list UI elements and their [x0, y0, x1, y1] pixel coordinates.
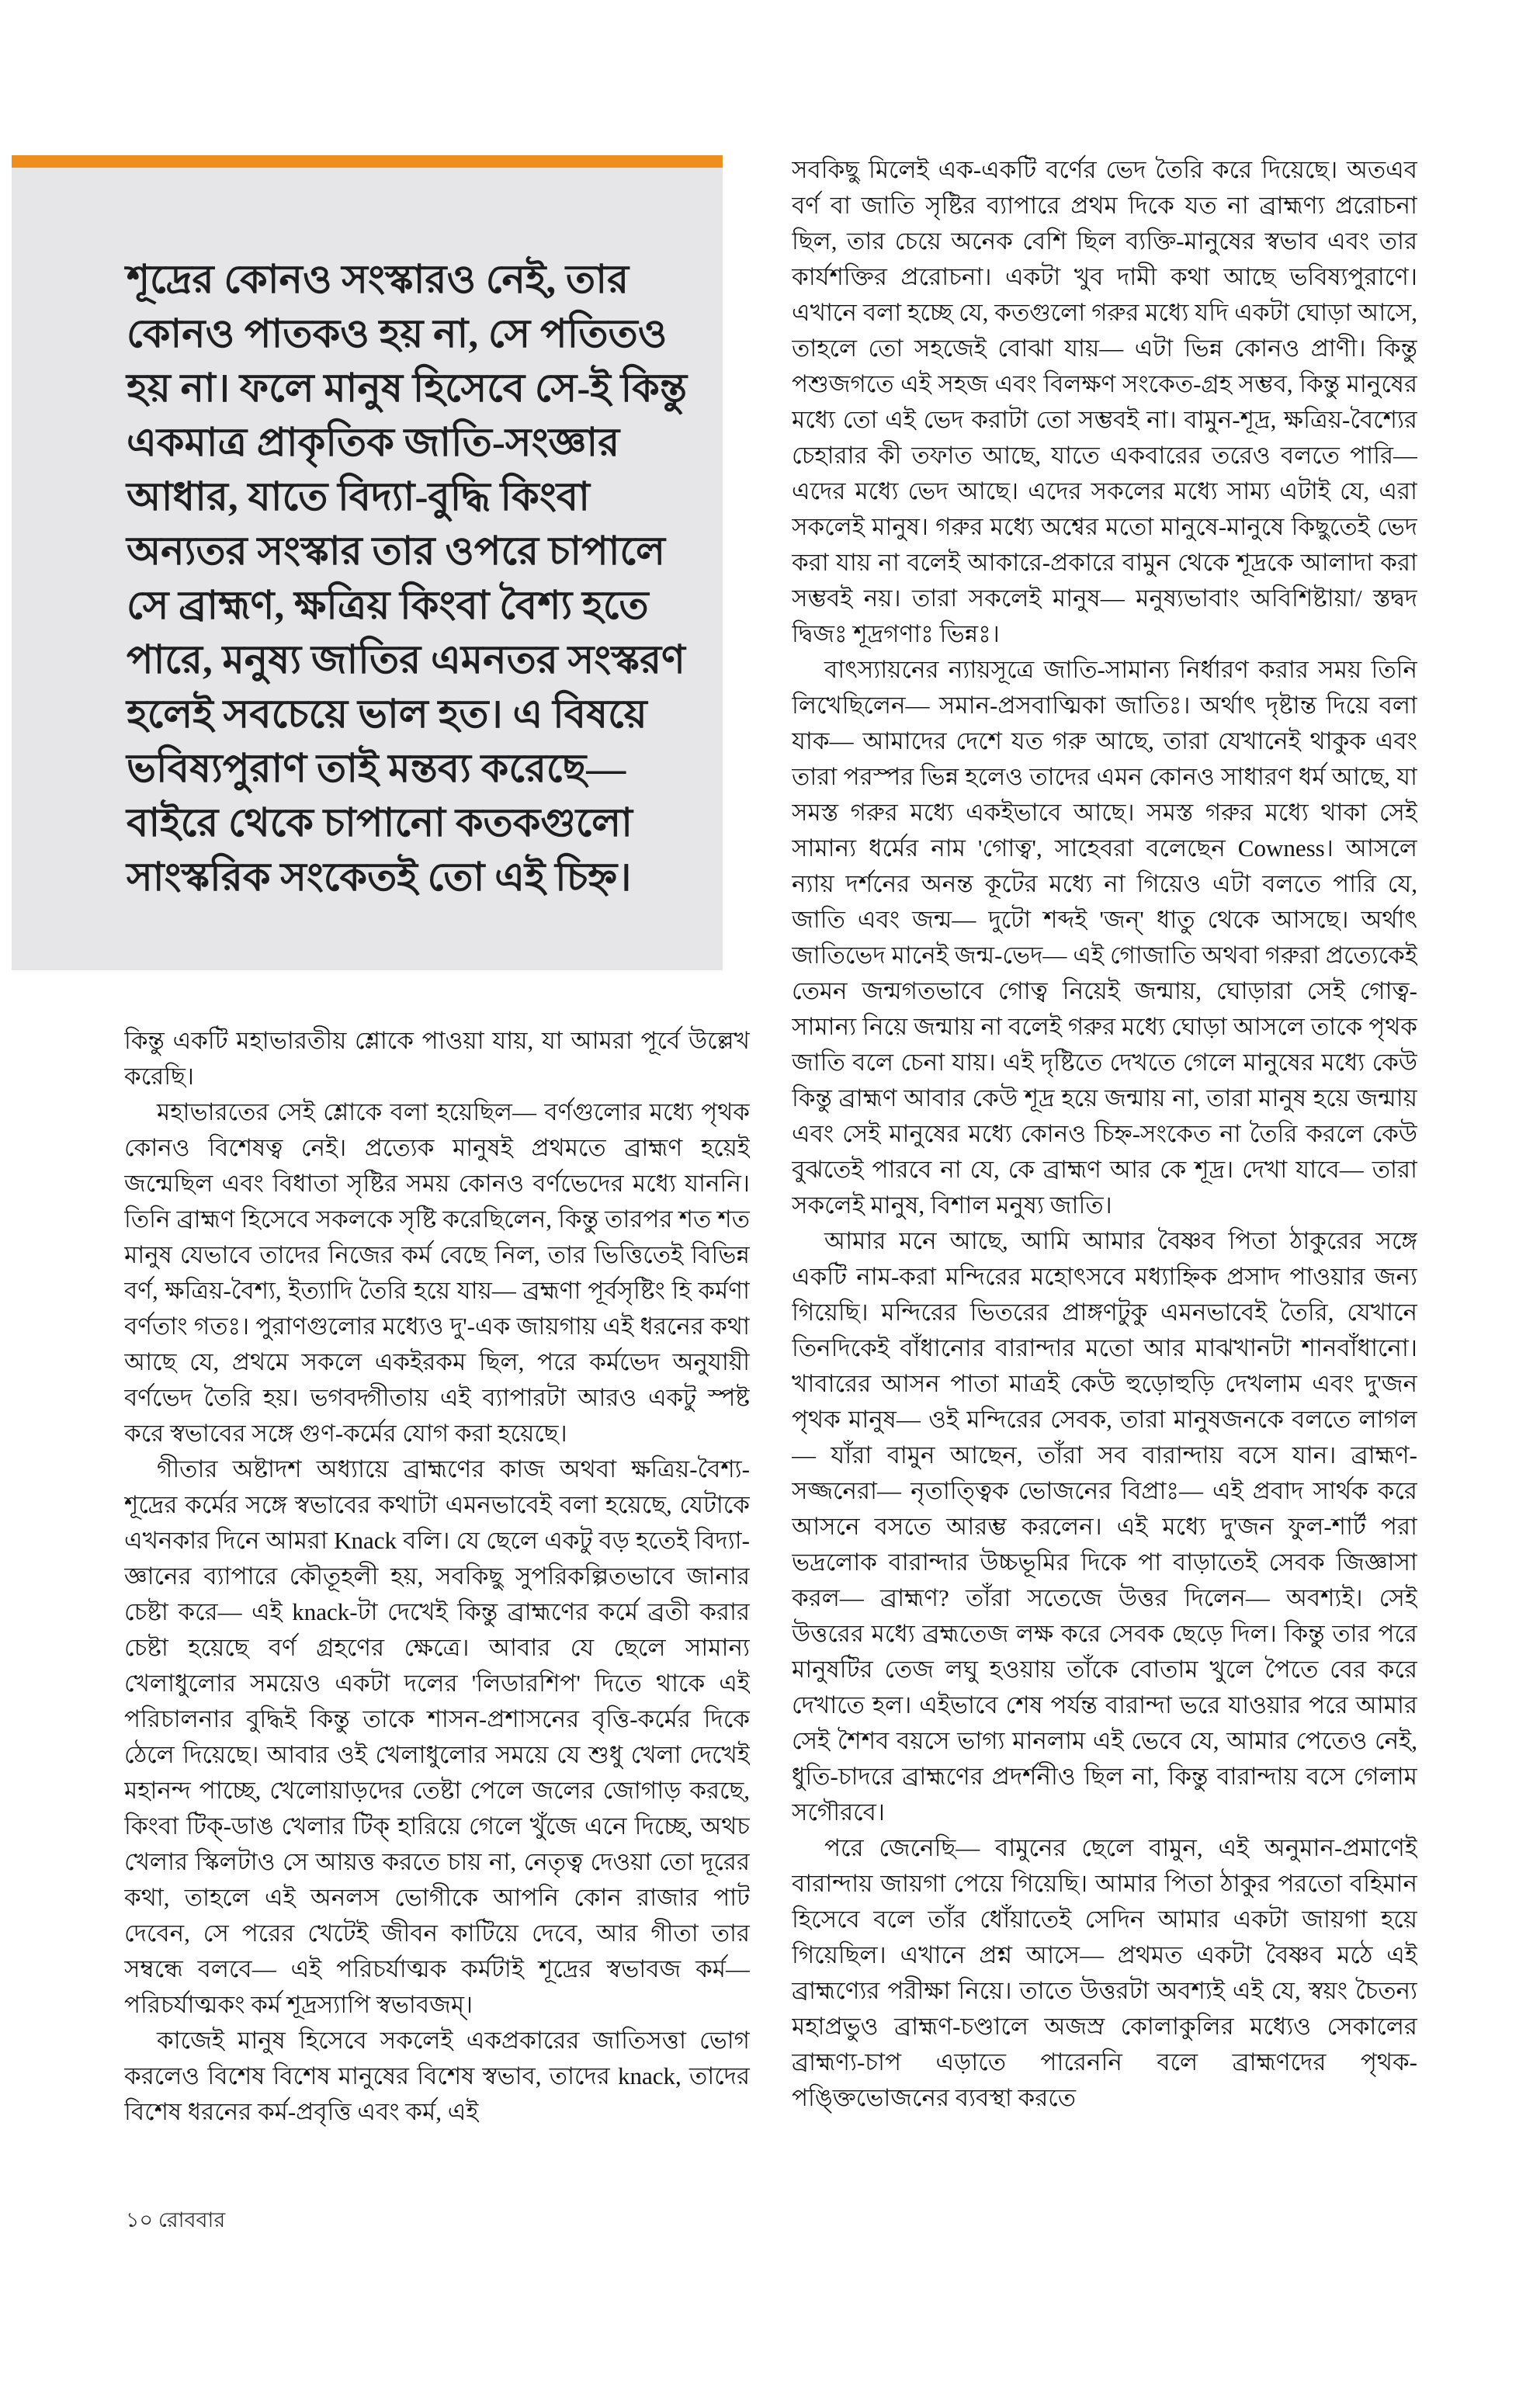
paragraph: কাজেই মানুষ হিসেবে সকলেই একপ্রকারের জাতিসত্তা ভোগ করলেও বিশেষ বিশেষ মানুষের বিশেষ স্বভাব, তাদের knack, তাদের বিশেষ ধরনের কর্ম-প্রবৃত্তি এবং কর্ম, এই [124, 2027, 750, 2125]
paragraph: আমার মনে আছে, আমি আমার বৈষ্ণব পিতা ঠাকুরের সঙ্গে একটি নাম-করা মন্দিরের মহোৎসবে মধ্যাহ্নিক প্রসাদ পাওয়ার জন্য গিয়েছি। মন্দিরের ভিতরের প্রাঙ্গণটুকু এমনভাবেই তৈরি, যেখানে তিনদিকেই বাঁধানোর বারান্দার মতো আর মাঝখানটা শানবাঁধানো। খাবারের আসন পাতা মাত্রই কেউ হুড়োহুড়ি দেখলাম এবং দু'জন পৃথক মানুষ— ওই মন্দিরের সেবক, তারা মানুষজনকে বলতে লাগল— যাঁরা বামুন আছেন, তাঁরা সব বারান্দায় বসে যান। ব্রাহ্মণ-সজ্জনেরা— নৃতাত্ত্বিক ভোজনের বিপ্রাঃ— এই প্রবাদ সার্থক করে আসনে বসতে আরম্ভ করলেন। এই মধ্যে দু'জন ফুল-শার্ট পরা ভদ্রলোক বারান্দার উচ্চভূমির দিকে পা বাড়াতেই সেবক জিজ্ঞাসা করল— ব্রাহ্মণ? তাঁরা সতেজে উত্তর দিলেন— অবশ্যই। সেই উত্তরের মধ্যে ব্রহ্মতেজ লক্ষ করে সেবক ছেড়ে দিল। কিন্তু তার পরে মানুষটির তেজ লঘু হওয়ায় তাঁকে বোতাম খুলে পৈতে বের করে দেখাতে হল। এইভাবে শেষ পর্যন্ত বারান্দা ভরে যাওয়ার পরে আমার সেই শৈশব বয়সে ভাগ্য মানলাম এই ভেবে যে, আমার পেতেও নেই, ধুতি-চাদরে ব্রাহ্মণের প্রদর্শনীও ছিল না, কিন্তু বারান্দায় বসে গেলাম সগৌরবে। [792, 1227, 1417, 1826]
pull-quote-text: শূদ্রের কোনও সংস্কারও নেই, তার কোনও পাতকও হয় না, সে পতিতও হয় না। ফলে মানুষ হিসেবে সে-ই কিন্তু একমাত্র প্রাকৃতিক জাতি-সংজ্ঞার আধার, যাতে বিদ্যা-বুদ্ধি কিংবা অন্যতর সংস্কার তার ওপরে চাপালে সে ব্রাহ্মণ, ক্ষত্রিয় কিংবা বৈশ্য হতে পারে, মনুষ্য জাতির এমনতর সংস্করণ হলেই সবচেয়ে ভাল হত। এ বিষয়ে ভবিষ্যপুরাণ তাই মন্তব্য করেছে— বাইরে থেকে চাপানো কতকগুলো সাংস্করিক সংকেতই তো এই চিহ্ন। [127, 258, 687, 900]
paragraph: পরে জেনেছি— বামুনের ছেলে বামুন, এই অনুমান-প্রমাণেই বারান্দায় জায়গা পেয়ে গিয়েছি। আমার পিতা ঠাকুর পরতো বহিমান হিসেবে বলে তাঁর ধোঁয়াতেই সেদিন আমার একটা জায়গা হয়ে গিয়েছিল। এখানে প্রশ্ন আসে— প্রথমত একটা বৈষ্ণব মঠে এই ব্রাহ্মণ্যের পরীক্ষা নিয়ে। তাতে উত্তরটা অবশ্যই এই যে, স্বয়ং চৈতন্য মহাপ্রভুও ব্রাহ্মণ-চণ্ডালে অজস্র কোলাকুলির মধ্যেও সেকালের ব্রাহ্মণ্য-চাপ এড়াতে পারেননি বলে ব্রাহ্মণদের পৃথক-পঙ্ক্তিভোজনের ব্যবস্থা করতে [792, 1834, 1417, 2111]
paragraph: গীতার অষ্টাদশ অধ্যায়ে ব্রাহ্মণের কাজ অথবা ক্ষত্রিয়-বৈশ্য-শূদ্রের কর্মের সঙ্গে স্বভাবের কথাটা এমনভাবেই বলা হয়েছে, যেটাকে এখনকার দিনে আমরা Knack বলি। যে ছেলে একটু বড় হতেই বিদ্যা-জ্ঞানের ব্যাপারে কৌতূহলী হয়, সবকিছু সুপরিকল্পিতভাবে জানার চেষ্টা করে— এই knack-টা দেখেই কিন্তু ব্রাহ্মণের কর্মে ব্রতী করার চেষ্টা হয়েছে বর্ণ গ্রহণের ক্ষেত্রে। আবার যে ছেলে সামান্য খেলাধুলোর সময়েও একটা দলের 'লিডারশিপ' দিতে থাকে এই পরিচালনার বুদ্ধিই কিন্তু তাকে শাসন-প্রশাসনের বৃত্তি-কর্মের দিকে ঠেলে দিয়েছে। আবার ওই খেলাধুলোর সময়ে যে শুধু খেলা দেখেই মহানন্দ পাচ্ছে, খেলোয়াড়দের তেষ্টা পেলে জলের জোগাড় করছে, কিংবা টিক্-ডাঙ খেলার টিক্ হারিয়ে গেলে খুঁজে এনে দিচ্ছে, অথচ খেলার স্কিলটাও সে আয়ত্ত করতে চায় না, নেতৃত্ব দেওয়া তো দূরের কথা, তাহলে এই অনলস ভোগীকে আপনি কোন রাজার পাট দেবেন, সে পরের খেটেই জীবন কাটিয়ে দেবে, আর গীতা তার সম্বন্ধে বলবে— এই পরিচর্যাত্মক কর্মটাই শূদ্রের স্বভাবজ কর্ম— পরিচর্যাত্মকং কর্ম শূদ্রস্যাপি স্বভাবজম্। [124, 1455, 750, 2018]
left-text-column [124, 1023, 750, 2173]
paragraph: কিন্তু একটি মহাভারতীয় শ্লোকে পাওয়া যায়, যা আমরা পূর্বে উল্লেখ করেছি। [124, 1027, 750, 1090]
paragraph: বাৎস্যায়নের ন্যায়সূত্রে জাতি-সামান্য নির্ধারণ করার সময় তিনি লিখেছিলেন— সমান-প্রসবাত্মিকা জাতিঃ। অর্থাৎ দৃষ্টান্ত দিয়ে বলা যাক— আমাদের দেশে যত গরু আছে, তারা যেখানেই থাকুক এবং তারা পরস্পর ভিন্ন হলেও তাদের এমন কোনও সাধারণ ধর্ম আছে, যা সমস্ত গরুর মধ্যে একইভাবে আছে। সমস্ত গরুর মধ্যে থাকা সেই সামান্য ধর্মের নাম 'গোত্ব', সাহেবরা বলেছেন Cowness। আসলে ন্যায় দর্শনের অনন্ত কূটের মধ্যে না গিয়েও এটা বলতে পারি যে, জাতি এবং জন্ম— দুটো শব্দই 'জন্' ধাতু থেকে আসছে। অর্থাৎ জাতিভেদ মানেই জন্ম-ভেদ— এই গোজাতি অথবা গরুরা প্রত্যেকেই তেমন জন্মগতভাবে গোত্ব নিয়েই জন্মায়, ঘোড়ারা সেই গোত্ব-সামান্য নিয়ে জন্মায় না বলেই গরুর মধ্যে ঘোড়া আসলে তাকে পৃথক জাতি বলে চেনা যায়। এই দৃষ্টিতে দেখতে গেলে মানুষের মধ্যে কেউ কিন্তু ব্রাহ্মণ আবার কেউ শূদ্র হয়ে জন্মায় না, তারা মানুষ হয়ে জন্মায় এবং সেই মানুষের মধ্যে কোনও চিহ্ন-সংকেত না তৈরি করলে কেউ বুঝতেই পারবে না যে, কে ব্রাহ্মণ আর কে শূদ্র। দেখা যাবে— তারা সকলেই মানুষ, বিশাল মনুষ্য জাতি। [792, 656, 1417, 1219]
accent-bar [12, 155, 723, 168]
paragraph: মহাভারতের সেই শ্লোকে বলা হয়েছিল— বর্ণগুলোর মধ্যে পৃথক কোনও বিশেষত্ব নেই। প্রত্যেক মানুষই প্রথমতে ব্রাহ্মণ হয়েই জন্মেছিল এবং বিধাতা সৃষ্টির সময় কোনও বর্ণভেদের মধ্যে যাননি। তিনি ব্রাহ্মণ হিসেবে সকলকে সৃষ্টি করেছিলেন, কিন্তু তারপর শত শত মানুষ যেভাবে তাদের নিজের কর্ম বেছে নিল, তার ভিত্তিতেই বিভিন্ন বর্ণ, ক্ষত্রিয়-বৈশ্য, ইত্যাদি তৈরি হয়ে যায়— ব্রহ্মণা পূর্বসৃষ্টিং হি কর্মণা বর্ণতাং গতঃ। পুরাণগুলোর মধ্যেও দু'-এক জায়গায় এই ধরনের কথা আছে যে, প্রথমে সকলে একইরকম ছিল, পরে কর্মভেদ অনুযায়ী বর্ণভেদ তৈরি হয়। ভগবদ্গীতায় এই ব্যাপারটা আরও একটু স্পষ্ট করে স্বভাবের সঙ্গে গুণ-কর্মের যোগ করা হয়েছে। [124, 1098, 750, 1447]
paragraph: সবকিছু মিলেই এক-একটি বর্ণের ভেদ তৈরি করে দিয়েছে। অতএব বর্ণ বা জাতি সৃষ্টির ব্যাপারে প্রথম দিকে যত না ব্রাহ্মণ্য প্ররোচনা ছিল, তার চেয়ে অনেক বেশি ছিল ব্যক্তি-মানুষের স্বভাব এবং তার কার্যশক্তির প্ররোচনা। একটা খুব দামী কথা আছে ভবিষ্যপুরাণে। এখানে বলা হচ্ছে যে, কতগুলো গরুর মধ্যে যদি একটা ঘোড়া আসে, তাহলে তো সহজেই বোঝা যায়— এটা ভিন্ন কোনও প্রাণী। কিন্তু পশুজগতে এই সহজ এবং বিলক্ষণ সংকেত-গ্রহ সম্ভব, কিন্তু মানুষের মধ্যে তো এই ভেদ করাটা তো সম্ভবই না। বামুন-শূদ্র, ক্ষত্রিয়-বৈশ্যের চেহারার কী তফাত আছে, যাতে একবারের তরেও বলতে পারি— এদের মধ্যে ভেদ আছে। এদের সকলের মধ্যে সাম্য এটাই যে, এরা সকলেই মানুষ। গরুর মধ্যে অশ্বের মতো মানুষে-মানুষে কিছুতেই ভেদ করা যায় না বলেই আকারে-প্রকারে বামুন থেকে শূদ্রকে আলাদা করা সম্ভবই নয়। তারা সকলেই মানুষ— মনুষ্যভাবাং অবিশিষ্টায়া/ স্তদ্বদ দ্বিজঃ শূদ্রগণাঃ ভিন্নঃ। [792, 156, 1417, 647]
page-footer: ১০ রোববার [126, 2208, 226, 2232]
right-text-column [792, 152, 1417, 2175]
pull-quote-box [12, 168, 723, 970]
